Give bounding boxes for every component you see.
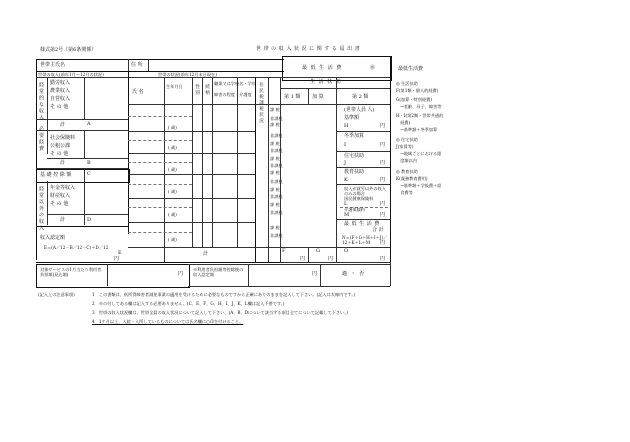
regular-item-1: 勤労収入	[50, 80, 71, 86]
living-col-1: 第 1 類	[284, 94, 301, 100]
living-item-1-unit: 円	[380, 123, 386, 129]
legend-item-12: ◎ 教育扶助	[396, 169, 418, 174]
mark-g: G	[316, 248, 320, 254]
col-relation: 続柄	[204, 84, 210, 96]
tax-4c: 非課税	[270, 194, 283, 199]
living-item-3-label: 住宅扶助	[344, 153, 365, 159]
regular-total-label: 計	[60, 122, 66, 128]
col-tax: 住民税課税状況	[258, 82, 264, 124]
notes-head: (記入上の注意事項)	[38, 292, 75, 297]
legend-item-13: K(義務教育費用)	[396, 176, 428, 181]
living-item-3-unit: 円	[380, 160, 386, 166]
living-item-2-unit: 円	[380, 142, 386, 148]
mark-b: B	[87, 160, 91, 166]
mark-o: O	[344, 248, 349, 254]
legend-item-9: J(家賃等)	[396, 144, 414, 149]
share-unit: 円	[312, 271, 318, 277]
formula-unit: 円	[114, 256, 120, 262]
recognized-label: 収入認定額	[40, 235, 66, 241]
regular-item-2: 農業収入	[50, 88, 71, 94]
living-total-unit: 円	[380, 240, 386, 246]
tax-4a: 非課税	[270, 179, 283, 184]
form-number: 様式第2号（第6条関係）	[40, 47, 97, 53]
legend-item-2: F(第1類・個人的経費)	[396, 88, 439, 93]
regular-item-3: 自営収入	[50, 96, 71, 102]
mark-c: C	[87, 171, 91, 177]
living-item-5-sub: 国民健康保険料	[344, 196, 374, 201]
tax-6b: 非課税	[270, 233, 283, 238]
basic-deduction-label: 基 礎 控 除 額	[40, 172, 72, 178]
col-name: 氏 名	[132, 89, 144, 95]
f-unit: 円	[300, 256, 306, 262]
living-item-6-unit: 円	[380, 212, 386, 218]
legend-item-5: H・I(第2類・世帯共通的	[396, 113, 444, 118]
col-birth: 生年月日	[166, 84, 183, 89]
legend-item-15: 食費等	[396, 190, 413, 195]
tax-6a: 課 税	[270, 225, 280, 230]
tax-1b: 非課税	[270, 116, 283, 121]
living-item-4-unit: 円	[380, 177, 386, 183]
tax-2b: 課 税	[270, 141, 280, 146]
living-item-5-mark: L	[344, 201, 348, 207]
formula-text: E＝(A／12－B／12－C)＋D／12	[44, 245, 109, 250]
address-label: 住 所	[131, 62, 143, 68]
living-item-2-mark: I	[344, 142, 346, 148]
min-std-unit: ㊞	[370, 65, 376, 71]
extra-income-group: 経常以外の収入	[38, 186, 44, 232]
living-item-5-label: 収入が就労以外の収入のみの場合	[344, 186, 386, 196]
note-3: 3 世帯の収入状況欄は、世帯全員の収入状況について記入して下さい。(A、B、Dについて該当する項目全てについて記載して下さい。)	[92, 310, 348, 315]
living-item-1-mark: H	[344, 123, 349, 129]
extra-item-3: そ の 他	[50, 201, 69, 207]
necessary-item-1: 社会保険料	[50, 135, 76, 141]
regular-income-group: 経常的な収入	[38, 82, 44, 121]
tax-2a: 非課税	[270, 133, 283, 138]
legend-item-6: 経費)	[396, 120, 411, 125]
age-1: ( 歳)	[168, 125, 177, 130]
tax-3c: 課 税	[270, 170, 280, 175]
extra-item-2: 財産収入	[50, 193, 71, 199]
tax-5a: 課 税	[270, 202, 280, 207]
living-col-3: 第 2 類	[352, 94, 369, 100]
regular-item-4: そ の 他	[50, 104, 69, 110]
col-sex: 性別	[194, 84, 200, 96]
mark-f: F	[282, 248, 286, 254]
necessary-item-2: 公租公課	[50, 143, 71, 149]
living-item-4-mark: K	[344, 177, 348, 183]
o-unit: 円	[380, 256, 386, 262]
mark-d: D	[87, 217, 92, 223]
living-item-5-unit: 円	[380, 201, 386, 207]
living-total-formula: N＝(F＋G＋H＋I＋J)／12＋K＋L＋M	[342, 235, 388, 245]
min-std-label: 最 低 生 活 費	[302, 65, 343, 71]
note-1: 1 この書類は、低所得障害者減免事業の適用を受けるために必要なものですから正確にありのままを記入して下さい。(記入は太線内です。)	[92, 292, 356, 297]
legend-title: 最低生活費	[398, 66, 424, 72]
col-occupation: 職業又は学校名・学年	[214, 81, 256, 86]
form-title: 世 帯 の 収 入 状 況 に 関 す る 届 出 書	[256, 46, 361, 52]
legend-item-4: →老齢、母子、障害等	[396, 104, 442, 109]
members-total-label: 計	[203, 251, 209, 257]
age-4: ( 歳)	[168, 189, 177, 194]
living-total-label: 最 低 生 活 費	[344, 221, 380, 227]
tax-5b: 非課税	[270, 210, 283, 215]
members-header: 世帯の状況(前年12月末日現在)	[158, 72, 217, 77]
target-service-unit: 円	[178, 271, 184, 277]
living-item-1-label: (世帯人員 人)	[344, 107, 375, 113]
legend-item-7: →基準額＋冬季加算	[396, 127, 438, 132]
legend-item-1: ◎ 生活扶助	[396, 81, 418, 86]
legend-item-3: G(加算・特別経費)	[396, 97, 432, 102]
legend-item-11: 度額以内	[396, 158, 417, 163]
tax-4b: 課 税	[270, 187, 280, 192]
living-item-2-label: 冬季加算	[344, 133, 365, 139]
target-service-label: 対象サービスの1月当たり利用者負担額(見込額)	[40, 267, 102, 277]
income-header: 世帯の収入(前年1月～12月の状況)	[38, 72, 104, 77]
tax-2c: 非課税	[270, 148, 283, 153]
living-item-3-mark: J	[344, 160, 347, 166]
mark-a: A	[87, 121, 91, 127]
necessary-item-3: そ の 他	[50, 151, 69, 157]
note-4: 4 1ケ月以上、入院・入所しているものについては氏名欄に○印を付けること。	[92, 319, 244, 324]
age-6: ( 歳)	[168, 237, 177, 242]
living-header: 生 活 扶 助	[310, 79, 342, 85]
necessary-group: 必要経費	[38, 126, 44, 152]
extra-total-label: 計	[60, 217, 66, 223]
living-col-2: 加 算	[312, 94, 324, 100]
tax-1a: 課 税	[270, 107, 280, 112]
legend-item-14: →基準額＋学級費＋給	[396, 183, 442, 188]
age-2: ( 歳)	[168, 145, 177, 150]
tax-3a: 課 税	[270, 156, 280, 161]
householder-label: 世帯主氏名	[40, 62, 66, 68]
living-item-4-label: 教育扶助	[344, 169, 365, 175]
share-label: ※利用者負担額等控除後の収入認定額	[193, 267, 244, 277]
legend-item-8: ◎ 住宅扶助	[396, 137, 418, 142]
tax-1c: 課 税	[270, 122, 280, 127]
extra-item-1: 年金等収入	[50, 185, 76, 191]
necessary-total-label: 計	[60, 160, 66, 166]
age-5: ( 歳)	[168, 212, 177, 217]
living-item-6-mark: M	[344, 212, 350, 218]
living-total-sub: 合 計	[372, 227, 384, 233]
living-item-6-label: 介護保険料	[344, 207, 365, 212]
age-3: ( 歳)	[168, 167, 177, 172]
legend-item-10: →地域ごとにおける限	[396, 151, 442, 156]
mark-e: E	[118, 250, 122, 256]
judge-label: 適 ・ 否	[342, 271, 366, 277]
g-unit: 円	[328, 256, 334, 262]
col-disability: 障害の程度・介護度	[214, 92, 252, 97]
note-2: 2 ※の付してある欄は記入する必要ありません。(C、E、F、G、H、I、J、K、L欄は記入不要です。)	[92, 301, 285, 306]
tax-3b: 非課税	[270, 163, 283, 168]
living-item-1-sub: 基準額	[344, 115, 360, 121]
